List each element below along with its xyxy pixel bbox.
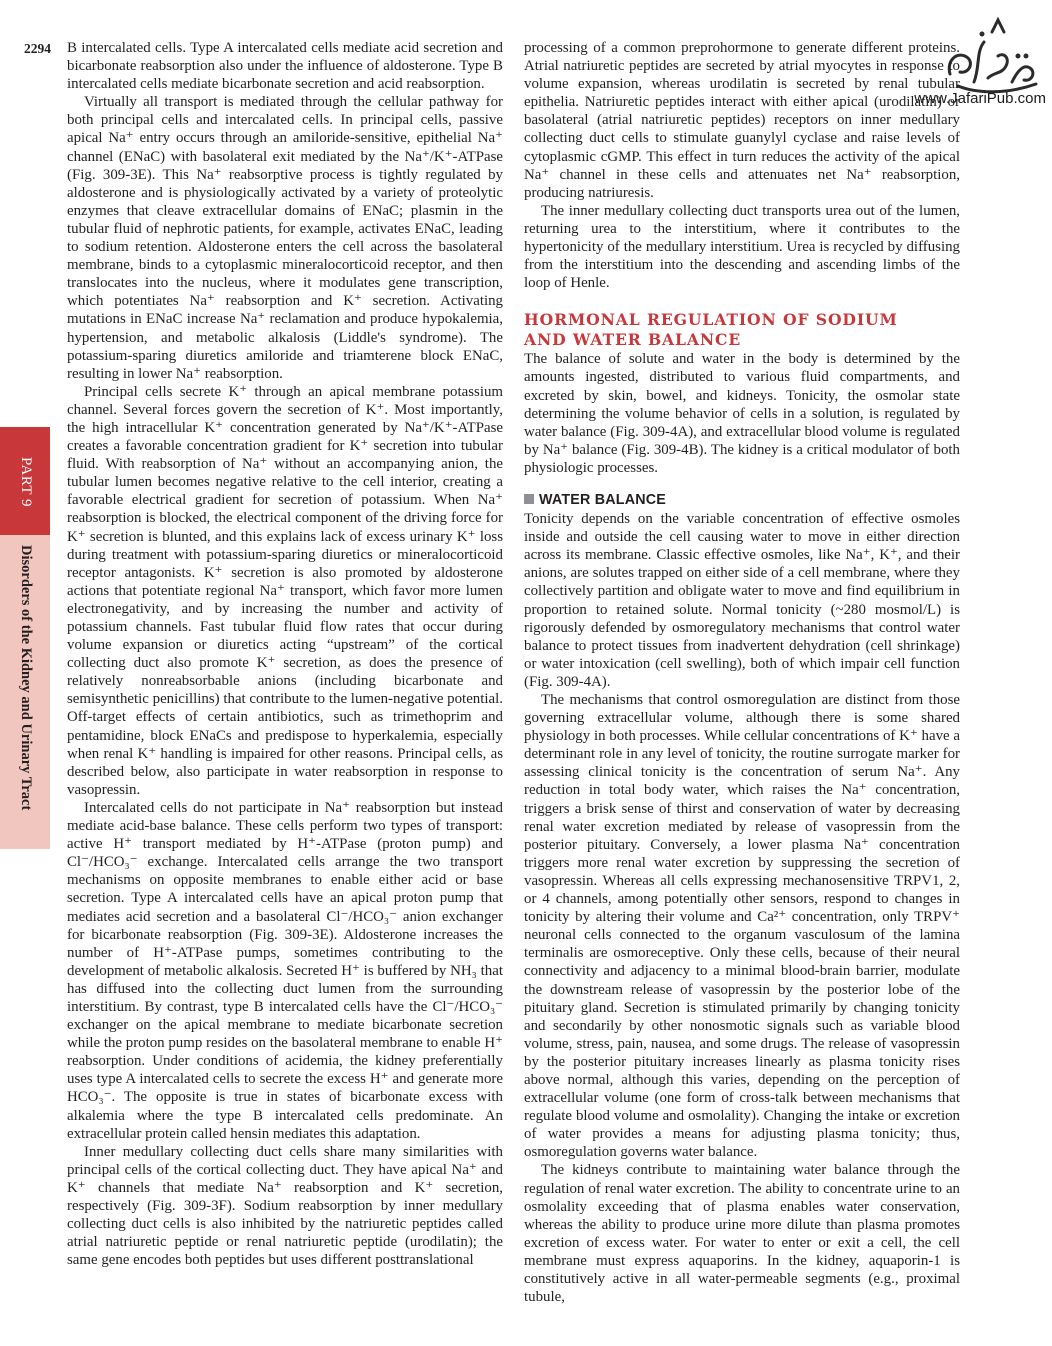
watermark-url: www.JafariPub.com <box>914 90 1046 107</box>
paragraph: The mechanisms that control osmoregulation are distinct from those governing extracellular volume, although there is some shared physiology in both processes. While cellular concentrations of K⁺ have a determinant role in any level of tonicity, the routine surrogate marker for assessing clinical tonicity is the concentration of serum Na⁺. Any reduction in total body water, which raises the Na⁺ concentration, triggers a brisk sense of thirst and conservation of water by decreasing renal water excretion mediated by release of vasopressin from the posterior pituitary. Conversely, a lower plasma Na⁺ concentration triggers more renal water excretion by suppressing the secretion of vasopressin. Whereas all cells expressing mechanosensitive TRPV1, 2, or 4 channels, among potentially other sensors, respond to changes in tonicity by altering their volume and Ca²⁺ concentration, only TRPV⁺ neuronal cells connected to the organum vasculosum of the lamina terminalis are osmoreceptive. Only these cells, because of their neural connectivity and adjacency to a minimal blood-brain barrier, modulate the downstream release of vasopressin by the posterior lobe of the pituitary gland. Secretion is stimulated primarily by changing tonicity and secondarily by other nonosmotic signals such as variable blood volume, stress, pain, nausea, and some drugs. The release of vasopressin by the posterior pituitary increases linearly as plasma tonicity rises above normal, although this varies, depending on the perception of extracellular volume (one form of cross-talk between mechanisms that regulate blood volume and osmolality). Changing the intake or excretion of water provides a means for adjusting plasma tonicity; thus, osmoregulation governs water balance. <box>524 692 960 1161</box>
paragraph: Virtually all transport is mediated through the cellular pathway for both principal cells and intercalated cells. In principal cells, passive apical Na⁺ entry occurs through an amiloride-sensitive, epithelial Na⁺ channel (ENaC) with basolateral exit mediated by the Na⁺/K⁺-ATPase (Fig. 309-3E). This Na⁺ reabsorptive process is tightly regulated by aldosterone and is physiologically activated by a variety of proteolytic enzymes that cleave extracellular domains of ENaC; plasmin in the tubular fluid of nephrotic patients, for example, activates ENaC, leading to sodium retention. Aldosterone enters the cell across the basolateral membrane, binds to a cytoplasmic mineralocorticoid receptor, and then translocates into the nucleus, where it modulates gene transcription, which potentiates Na⁺ reabsorption and K⁺ secretion. Activating mutations in ENaC increase Na⁺ reclamation and produce hypokalemia, hypertension, and metabolic alkalosis (Liddle's syndrome). The potassium-sparing diuretics amiloride and triamterene block ENaC, resulting in lower Na⁺ reabsorption. <box>67 94 503 382</box>
paragraph: processing of a common preprohormone to generate different proteins. Atrial natriuretic peptides are secreted by atrial myocytes in response to volume expansion, whereas urodilatin is secreted by renal tubular epithelia. Natriuretic peptides interact with either apical (urodilatin) or basolateral (atrial natriuretic peptides) receptors on inner medullary collecting duct cells to stimulate guanylyl cyclase and raise levels of cytoplasmic cGMP. This effect in turn reduces the activity of the apical Na⁺ channel in these cells and attenuates net Na⁺ reabsorption, producing natriuresis. <box>524 40 960 201</box>
paragraph: Tonicity depends on the variable concentration of effective osmoles inside and outside the cell causing water to move in either direction across its membrane. Classic effective osmoles, like Na⁺, K⁺, and their anions, are solutes trapped on either side of a cell membrane, where they collectively partition and obligate water to move and find equilibrium in proportion to retained solute. Normal tonicity (~280 mosmol/L) is rigorously defended by osmoregulatory mechanisms that control water balance to protect tissues from inadvertent dehydration (cell shrinkage) or water intoxication (cell swelling), both of which impair cell function (Fig. 309-4A). <box>524 511 960 690</box>
paragraph: The inner medullary collecting duct transports urea out of the lumen, returning urea to the interstitium, where it contributes to the hypertonicity of the medullary interstitium. Urea is recycled by diffusing from the interstitium into the descending and ascending limbs of the loop of Henle. <box>524 202 960 292</box>
paragraph: Intercalated cells do not participate in Na⁺ reabsorption but instead mediate acid-base balance. These cells perform two types of transport: active H⁺ transport mediated by H⁺-ATPase (proton pump) and Cl⁻/HCO₃⁻ exchange. Intercalated cells arrange the two transport mechanisms on opposite membranes to enable either acid or base secretion. Type A intercalated cells have an apical proton pump that mediates acid secretion and a basolateral Cl⁻/HCO₃⁻ anion exchanger for bicarbonate reabsorption (Fig. 309-3E). Aldosterone increases the number of H⁺-ATPase pumps, sometimes contributing to the development of metabolic alkalosis. Secreted H⁺ is buffered by NH₃ that has diffused into the collecting duct lumen from the surrounding interstitium. By contrast, type B intercalated cells have the Cl⁻/HCO₃⁻ exchanger on the apical membrane to mediate bicarbonate secretion while the proton pump resides on the basolateral membrane to enable H⁺ reabsorption. Under conditions of acidemia, the kidney preferentially uses type A intercalated cells to secrete the excess H⁺ and generate more HCO₃⁻. The opposite is true in states of bicarbonate excess with alkalemia where the type B intercalated cells predominate. An extracellular protein called hensin mediates this adaptation. <box>67 799 503 1142</box>
subsection-heading-text: WATER BALANCE <box>539 491 667 508</box>
part-label-box <box>0 427 50 535</box>
paragraph: The kidneys contribute to maintaining water balance through the regulation of renal water excretion. The ability to concentrate urine to an osmolality exceeding that of plasma enables water conservation, whereas the ability to produce urine more dilute than plasma promotes excretion of excess water. For water to enter or exit a cell, the cell membrane must express aquaporins. In the kidney, aquaporin-1 is constitutively active in all water-permeable segments (e.g., proximal tubule, <box>524 1162 960 1306</box>
square-bullet-icon <box>524 494 534 504</box>
part-label: PART 9 <box>18 457 34 508</box>
paragraph: B intercalated cells. Type A intercalated cells mediate acid secretion and bicarbonate reabsorption also under the influence of aldosterone. Type B intercalated cells mediate bicarbonate secretion and acid reabsorption. <box>67 40 503 93</box>
part-tab <box>0 427 50 849</box>
subsection-heading <box>524 491 960 509</box>
page-number: 2294 <box>24 41 51 56</box>
paragraph: Inner medullary collecting duct cells share many similarities with principal cells of the cortical collecting duct. They have apical Na⁺ and K⁺ channels that mediate Na⁺ reabsorption and K⁺ secretion, respectively (Fig. 309-3F). Sodium reabsorption by inner medullary collecting duct cells is also inhibited by the natriuretic peptides called atrial natriuretic peptide or renal natriuretic peptide (urodilatin); the same gene encodes both peptides but uses different posttranslational <box>67 1143 503 1269</box>
left-column <box>67 39 503 1269</box>
part-title: Disorders of the Kidney and Urinary Tract <box>18 545 34 811</box>
section-heading-line: AND WATER BALANCE <box>524 329 742 349</box>
paragraph: The balance of solute and water in the body is determined by the amounts ingested, distributed to various fluid compartments, and excreted by skin, bowel, and kidneys. Tonicity, the osmolar state determining the volume behavior of cells in a solution, is regulated by water balance (Fig. 309-4A), and extracellular blood volume is regulated by Na⁺ balance (Fig. 309-4B). The kidney is a critical modulator of both physiologic processes. <box>524 351 960 476</box>
section-heading-line: HORMONAL REGULATION OF SODIUM <box>524 310 898 330</box>
paragraph: Principal cells secrete K⁺ through an apical membrane potassium channel. Several forces govern the secretion of K⁺. Most importantly, the high intracellular K⁺ concentration generated by Na⁺/K⁺-ATPase creates a favorable concentration gradient for K⁺ secretion into tubular fluid. With reabsorption of Na⁺ without an accompanying anion, the tubular lumen becomes negative relative to the cell interior, creating a favorable electrical gradient for secretion of potassium. When Na⁺ reabsorption is blocked, the electrical component of the driving force for K⁺ secretion is blunted, and this explains lack of excess urinary K⁺ loss during treatment with potassium-sparing diuretics or mineralocorticoid receptor antagonists. K⁺ secretion is also promoted by aldosterone actions that potentiate regional Na⁺ transport, which favor more lumen electronegativity, and by increasing the number and activity of potassium channels. Fast tubular fluid flow rates that occur during volume expansion or diuretics acting “upstream” of the cortical collecting duct also promote K⁺ secretion, as does the presence of relatively nonreabsorbable anions (including bicarbonate and semisynthetic penicillins) that contribute to the lumen-negative potential. Off-target effects of certain antibiotics, such as trimethoprim and pentamidine, block ENaCs and predispose to hyperkalemia, especially when renal K⁺ handling is impaired for other reasons. Principal cells, as described below, also participate in water reabsorption in response to vasopressin. <box>67 383 503 798</box>
section-heading <box>524 310 960 349</box>
right-column <box>524 39 960 1306</box>
